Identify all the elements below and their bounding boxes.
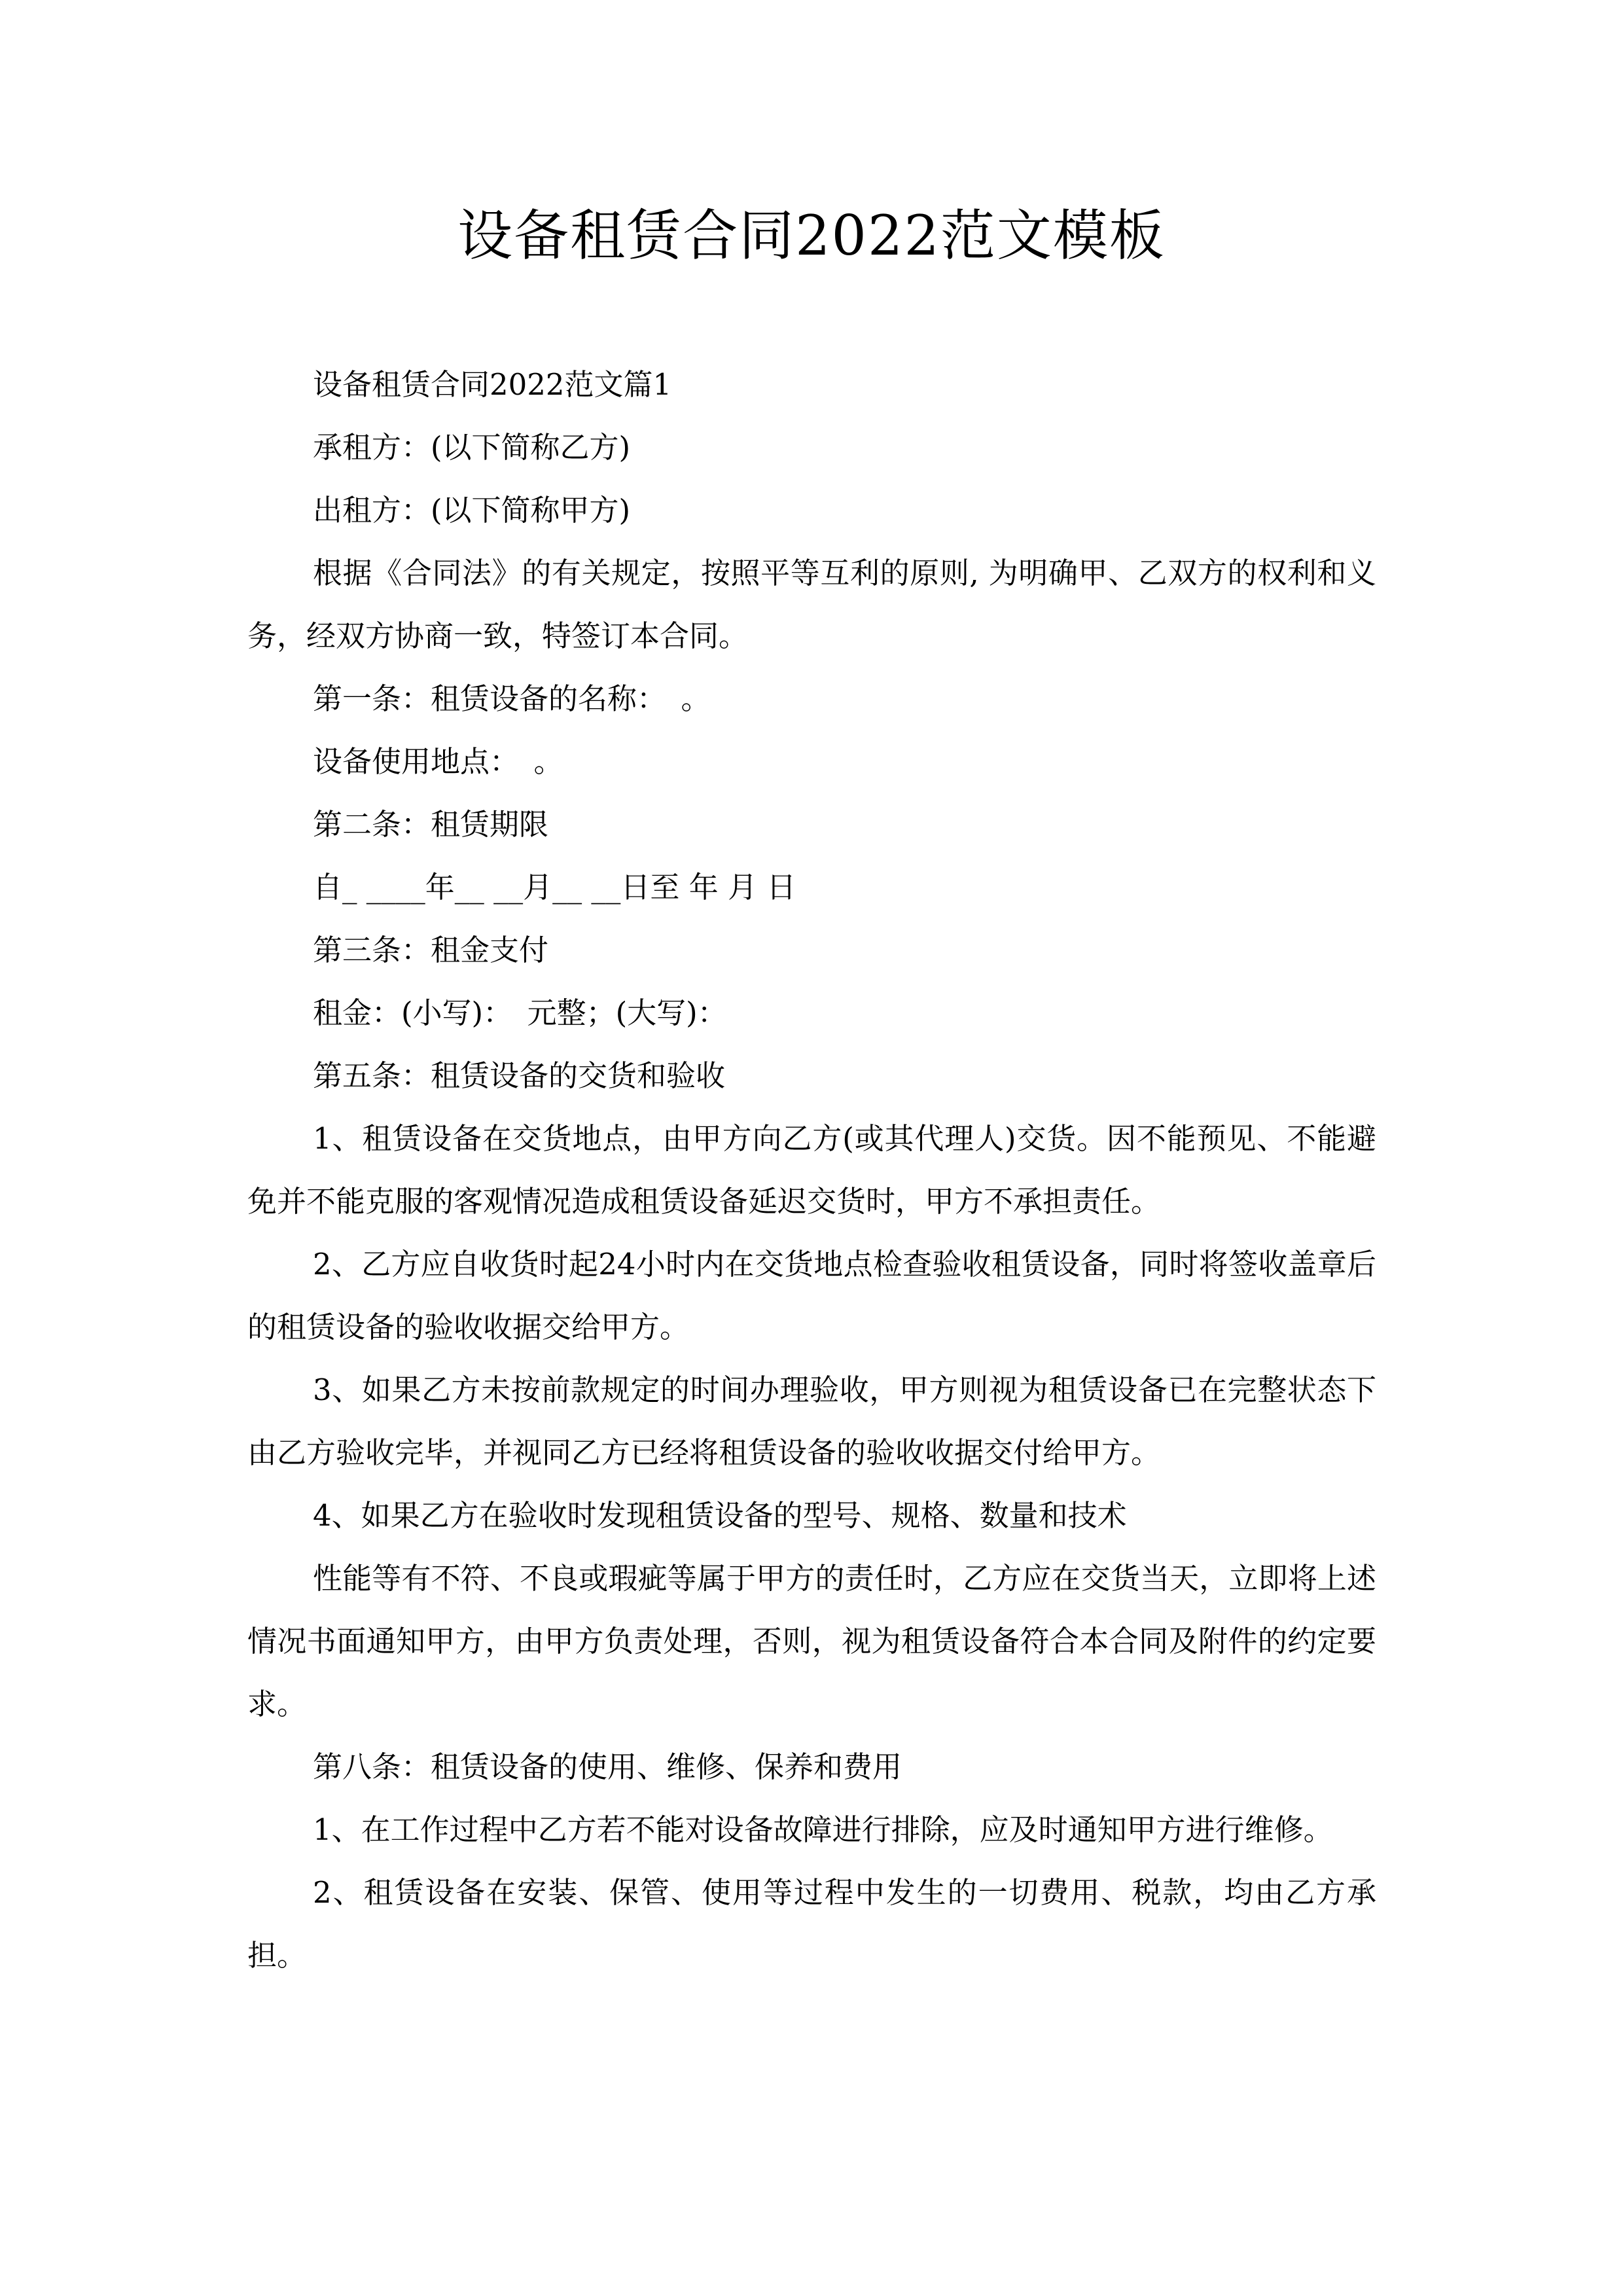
article-5-clause-2: 2、乙方应自收货时起24小时内在交货地点检查验收租赁设备，同时将签收盖章后的租赁设备的验收收据交给甲方。 xyxy=(247,1247,1376,1344)
lease-period-line: 自_ ____年__ __月__ __日至 年 月 日 xyxy=(313,870,796,905)
article-3-heading: 第三条：租金支付 xyxy=(313,933,549,967)
equipment-location-line: 设备使用地点： 。 xyxy=(313,744,563,779)
rent-amount-line: 租金：(小写)： 元整；(大写)： xyxy=(313,996,727,1030)
article-2-heading: 第二条：租赁期限 xyxy=(313,807,549,842)
article-5-clause-4-continued: 性能等有不符、不良或瑕疵等属于甲方的责任时，乙方应在交货当天，立即将上述情况书面通知甲方，由甲方负责处理，否则，视为租赁设备符合本合同及附件的约定要求。 xyxy=(247,1561,1376,1721)
lessor-line: 出租方：(以下简称甲方) xyxy=(313,493,631,528)
article-5-clause-1: 1、租赁设备在交货地点，由甲方向乙方(或其代理人)交货。因不能预见、不能避免并不能克服的客观情况造成租赁设备延迟交货时，甲方不承担责任。 xyxy=(247,1121,1376,1219)
lessee-line: 承租方：(以下简称乙方) xyxy=(313,430,631,465)
document-body xyxy=(247,353,1376,1987)
article-8-clause-1: 1、在工作过程中乙方若不能对设备故障进行排除，应及时通知甲方进行维修。 xyxy=(313,1812,1333,1847)
article-8-heading: 第八条：租赁设备的使用、维修、保养和费用 xyxy=(313,1749,902,1784)
article-5-heading: 第五条：租赁设备的交货和验收 xyxy=(313,1058,726,1093)
article-8-clause-2: 2、租赁设备在安装、保管、使用等过程中发生的一切费用、税款，均由乙方承担。 xyxy=(247,1875,1376,1973)
document-title: 设备租赁合同2022范文模板 xyxy=(457,204,1166,268)
preamble-paragraph: 根据《合同法》的有关规定，按照平等互利的原则, 为明确甲、乙双方的权利和义务，经双方协商一致，特签订本合同。 xyxy=(247,556,1376,653)
article-5-clause-4: 4、如果乙方在验收时发现租赁设备的型号、规格、数量和技术 xyxy=(313,1498,1127,1533)
article-1-equipment-name: 第一条：租赁设备的名称： 。 xyxy=(313,681,711,716)
article-5-clause-3: 3、如果乙方未按前款规定的时间办理验收，甲方则视为租赁设备已在完整状态下由乙方验收完毕，并视同乙方已经将租赁设备的验收收据交付给甲方。 xyxy=(247,1372,1376,1470)
section-heading-contract-1: 设备租赁合同2022范文篇1 xyxy=(313,367,672,402)
